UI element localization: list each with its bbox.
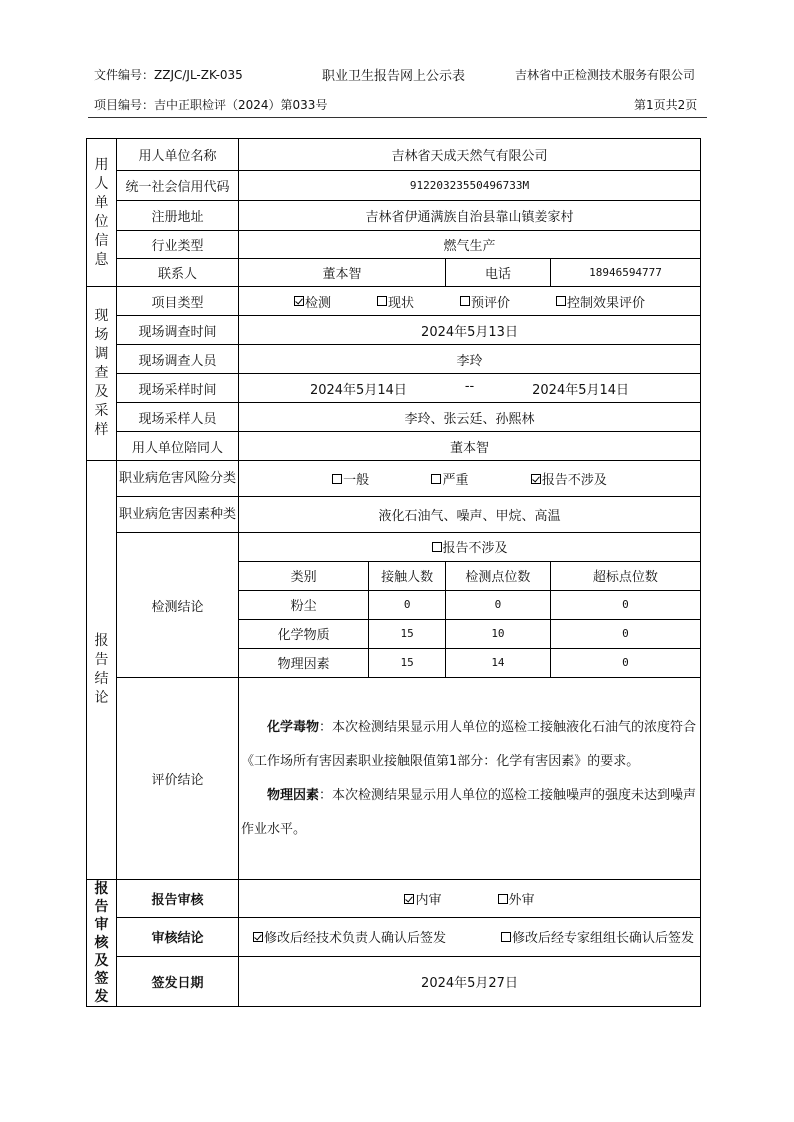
table-cell: 粉尘 <box>239 590 369 619</box>
checkbox-icon <box>431 474 441 484</box>
table-cell: 0 <box>369 590 446 619</box>
table-cell: 15 <box>369 619 446 648</box>
accompany: 董本智 <box>239 432 701 461</box>
eval-label: 评价结论 <box>117 678 239 880</box>
eval-paragraph-physical: 物理因素：本次检测结果显示用人单位的巡检工接触噪声的强度未达到噪声作业水平。 <box>241 787 697 837</box>
table-row <box>239 619 700 648</box>
table-row <box>239 648 700 677</box>
risk-option-na[interactable]: 报告不涉及 <box>531 469 607 488</box>
checkbox-icon <box>404 894 414 904</box>
checkbox-icon <box>432 542 442 552</box>
type-option-control-eval[interactable]: 控制效果评价 <box>556 292 645 311</box>
credit-code-label: 统一社会信用代码 <box>117 171 239 201</box>
sample-end: 2024年5月14日 <box>532 382 630 398</box>
factors: 液化石油气、噪声、甲烷、高温 <box>239 497 701 533</box>
risk-label: 职业病危害风险分类 <box>117 461 239 497</box>
sample-separator: -- <box>464 378 475 394</box>
factor-label: 职业病危害因素种类 <box>117 497 239 533</box>
address: 吉林省伊通满族自治县靠山镇姜家村 <box>239 201 701 231</box>
project-type-options <box>239 287 701 316</box>
file-number: 文件编号：ZZJC/JL-ZK-035 <box>94 68 243 82</box>
risk-option-serious[interactable]: 严重 <box>431 469 468 488</box>
date-label: 签发日期 <box>117 956 239 1006</box>
sample-start: 2024年5月14日 <box>309 382 407 398</box>
review-option-external[interactable]: 外审 <box>498 889 535 908</box>
survey-staff-label: 现场调查人员 <box>117 345 239 374</box>
report-table <box>86 138 701 1007</box>
document-title: 职业卫生报告网上公示表 <box>322 69 466 84</box>
contact-label: 联系人 <box>117 259 239 287</box>
checkbox-icon <box>460 296 470 306</box>
checkbox-icon <box>531 474 541 484</box>
survey-section-label: 现场调查及采样 <box>87 287 117 461</box>
risk-option-general[interactable]: 一般 <box>332 469 369 488</box>
industry-label: 行业类型 <box>117 231 239 259</box>
accompany-label: 用人单位陪同人 <box>117 432 239 461</box>
table-cell: 0 <box>550 590 700 619</box>
type-option-pre-eval[interactable]: 预评价 <box>460 292 510 311</box>
checkbox-icon <box>377 296 387 306</box>
eval-paragraph-chemical: 化学毒物：本次检测结果显示用人单位的巡检工接触液化石油气的浓度符合《工作场所有害因素职业接触限值第1部分：化学有害因素》的要求。 <box>241 719 697 769</box>
company-name: 吉林省中正检测技术服务有限公司 <box>515 68 696 82</box>
checkbox-icon <box>498 894 508 904</box>
eval-text <box>239 678 701 880</box>
detect-table <box>239 533 700 677</box>
result-options <box>239 918 701 956</box>
column-header: 检测点位数 <box>446 561 551 590</box>
table-cell: 0 <box>446 590 551 619</box>
project-type-label: 项目类型 <box>117 287 239 316</box>
checkbox-icon <box>501 932 511 942</box>
employer-section-label: 用人单位信息 <box>87 139 117 287</box>
detect-label: 检测结论 <box>117 533 239 678</box>
type-option-detect[interactable]: 检测 <box>294 292 331 311</box>
detect-na-option[interactable]: 报告不涉及 <box>239 533 700 561</box>
table-cell: 0 <box>550 619 700 648</box>
survey-time: 2024年5月13日 <box>239 316 701 345</box>
result-label: 审核结论 <box>117 918 239 956</box>
survey-time-label: 现场调查时间 <box>117 316 239 345</box>
sample-time <box>239 374 701 403</box>
sample-staff: 李玲、张云廷、孙熙林 <box>239 403 701 432</box>
table-cell: 化学物质 <box>239 619 369 648</box>
checkbox-icon <box>332 474 342 484</box>
detect-cell <box>239 533 701 678</box>
page-number: 第1页共2页 <box>634 98 698 112</box>
address-label: 注册地址 <box>117 201 239 231</box>
sample-time-label: 现场采样时间 <box>117 374 239 403</box>
review-option-internal[interactable]: 内审 <box>404 889 441 908</box>
risk-options <box>239 461 701 497</box>
survey-staff: 李玲 <box>239 345 701 374</box>
credit-code: 91220323550496733M <box>239 171 701 201</box>
industry: 燃气生产 <box>239 231 701 259</box>
table-cell: 14 <box>446 648 551 677</box>
column-header: 类别 <box>239 561 369 590</box>
issue-date: 2024年5月27日 <box>239 956 701 1006</box>
checkbox-icon <box>556 296 566 306</box>
phone: 18946594777 <box>551 259 701 287</box>
result-option-tech[interactable]: 修改后经技术负责人确认后签发 <box>253 927 446 946</box>
header-rule <box>88 117 707 118</box>
phone-label: 电话 <box>446 259 551 287</box>
contact: 董本智 <box>239 259 446 287</box>
type-option-status[interactable]: 现状 <box>377 292 414 311</box>
review-label: 报告审核 <box>117 880 239 918</box>
table-cell: 10 <box>446 619 551 648</box>
table-row <box>239 590 700 619</box>
column-header: 超标点位数 <box>550 561 700 590</box>
employer-name-label: 用人单位名称 <box>117 139 239 171</box>
result-option-expert[interactable]: 修改后经专家组组长确认后签发 <box>501 927 694 946</box>
sample-staff-label: 现场采样人员 <box>117 403 239 432</box>
column-header: 接触人数 <box>369 561 446 590</box>
review-section-label: 报告审核及签发 <box>87 880 117 1007</box>
table-cell: 15 <box>369 648 446 677</box>
table-cell: 0 <box>550 648 700 677</box>
project-number: 项目编号：吉中正职检评（2024）第033号 <box>94 98 328 112</box>
checkbox-icon <box>253 932 263 942</box>
review-options <box>239 880 701 918</box>
table-cell: 物理因素 <box>239 648 369 677</box>
conclusion-section-label: 报告结论 <box>87 461 117 880</box>
employer-name: 吉林省天成天然气有限公司 <box>239 139 701 171</box>
checkbox-icon <box>294 296 304 306</box>
